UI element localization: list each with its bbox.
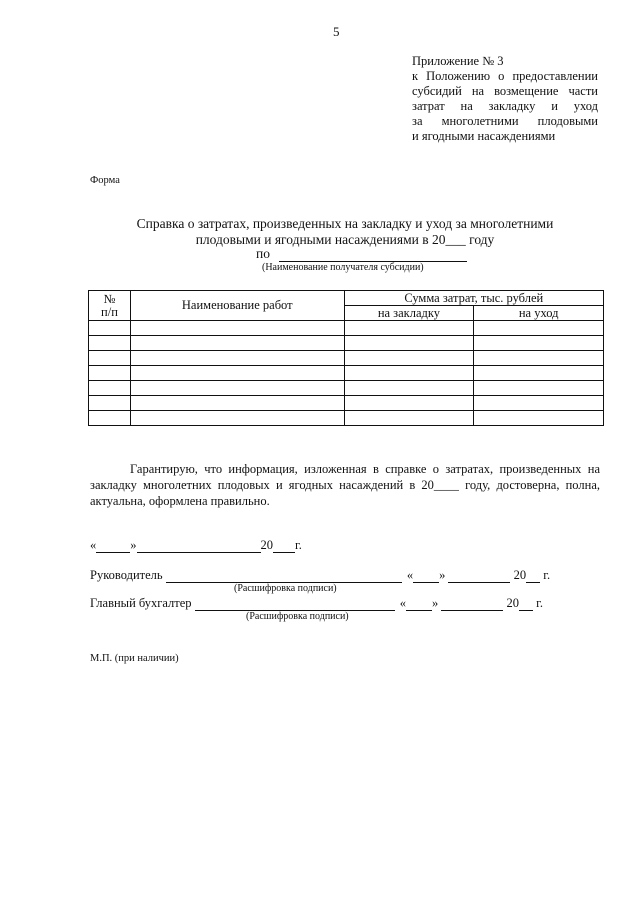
appendix-line: к Положению о предоставлении — [412, 69, 598, 83]
appendix-title: Приложение № 3 — [412, 54, 504, 68]
table-row — [89, 366, 604, 381]
table-cell[interactable] — [130, 396, 344, 411]
appendix-line: за многолетними плодовыми — [412, 114, 598, 128]
guarantee-text: Гарантирую, что информация, изложенная в справке о затратах, произведенных на закладку многолетних плодовых и ягодных насаждений в 20____ году, достоверна, полна, актуальна, оформлена правильно. — [90, 462, 600, 508]
month-line[interactable] — [137, 539, 261, 553]
year-line[interactable] — [519, 597, 533, 611]
table-cell[interactable] — [89, 381, 131, 396]
table-row — [89, 336, 604, 351]
table-cell[interactable] — [130, 321, 344, 336]
quote-close: » — [439, 568, 446, 582]
table-cell[interactable] — [89, 396, 131, 411]
quote-close: » — [130, 538, 137, 552]
table-cell[interactable] — [344, 351, 474, 366]
table-cell[interactable] — [474, 351, 604, 366]
year-prefix: 20 — [513, 568, 527, 582]
signature-caption: (Расшифровка подписи) — [234, 583, 337, 594]
signature-line[interactable] — [166, 569, 402, 583]
signature-role: Руководитель — [90, 568, 163, 582]
table-cell[interactable] — [89, 351, 131, 366]
table-cell[interactable] — [344, 366, 474, 381]
date-field — [90, 538, 302, 553]
table-cell[interactable] — [474, 336, 604, 351]
year-prefix: 20 — [506, 596, 520, 610]
table-row — [89, 321, 604, 336]
year-line[interactable] — [273, 539, 295, 553]
stamp-note: М.П. (при наличии) — [90, 653, 179, 664]
year-suffix: г. — [543, 568, 551, 582]
table-cell[interactable] — [474, 381, 604, 396]
day-line[interactable] — [96, 539, 130, 553]
signature-caption: (Расшифровка подписи) — [246, 611, 349, 622]
title-line: Справка о затратах, произведенных на закладку и уход за многолетними — [136, 216, 554, 231]
table-cell[interactable] — [474, 321, 604, 336]
table-cell[interactable] — [89, 336, 131, 351]
quote-open: « — [406, 568, 414, 582]
table-row — [89, 396, 604, 411]
table-cell[interactable] — [344, 396, 474, 411]
table-cell[interactable] — [89, 366, 131, 381]
month-line[interactable] — [441, 597, 503, 611]
header-sum: Сумма затрат, тыс. рублей — [344, 291, 603, 306]
table-cell[interactable] — [344, 321, 474, 336]
table-cell[interactable] — [130, 366, 344, 381]
appendix-line: и ягодными насаждениями — [412, 129, 556, 143]
signature-accountant — [90, 596, 543, 611]
table-cell[interactable] — [130, 411, 344, 426]
table-cell[interactable] — [89, 411, 131, 426]
table-cell[interactable] — [474, 396, 604, 411]
table-row — [89, 411, 604, 426]
table-row — [89, 351, 604, 366]
header-num: № п/п — [89, 291, 131, 321]
quote-open: « — [90, 538, 97, 552]
signature-director — [90, 568, 550, 583]
day-line[interactable] — [406, 597, 432, 611]
table-row — [89, 381, 604, 396]
table-cell[interactable] — [474, 366, 604, 381]
header-care: на уход — [474, 306, 604, 321]
table-cell[interactable] — [344, 411, 474, 426]
appendix-header — [412, 54, 598, 144]
table-cell[interactable] — [130, 381, 344, 396]
quote-open: « — [399, 596, 407, 610]
year-suffix: г. — [295, 538, 302, 552]
appendix-line: затрат на закладку и уход — [412, 99, 598, 113]
cost-table — [88, 290, 604, 426]
month-line[interactable] — [448, 569, 510, 583]
day-line[interactable] — [413, 569, 439, 583]
table-cell[interactable] — [130, 336, 344, 351]
header-work: Наименование работ — [130, 291, 344, 321]
table-cell[interactable] — [474, 411, 604, 426]
title-line: плодовыми и ягодными насаждениями в 20___ году — [195, 232, 495, 247]
header-planting: на закладку — [344, 306, 474, 321]
table-cell[interactable] — [89, 321, 131, 336]
signature-role: Главный бухгалтер — [90, 596, 192, 610]
recipient-name-line[interactable] — [279, 248, 467, 262]
table-cell[interactable] — [130, 351, 344, 366]
year-prefix: 20 — [260, 538, 273, 552]
quote-close: » — [432, 596, 439, 610]
table-cell[interactable] — [344, 336, 474, 351]
page-number: 5 — [333, 24, 340, 39]
recipient-prefix: по — [256, 246, 270, 261]
table-cell[interactable] — [344, 381, 474, 396]
appendix-line: субсидий на возмещение части — [412, 84, 598, 98]
recipient-field — [256, 246, 467, 262]
form-label: Форма — [90, 175, 120, 186]
recipient-caption: (Наименование получателя субсидии) — [262, 262, 424, 273]
year-line[interactable] — [526, 569, 540, 583]
year-suffix: г. — [536, 596, 544, 610]
signature-line[interactable] — [195, 597, 395, 611]
document-title — [90, 216, 600, 248]
